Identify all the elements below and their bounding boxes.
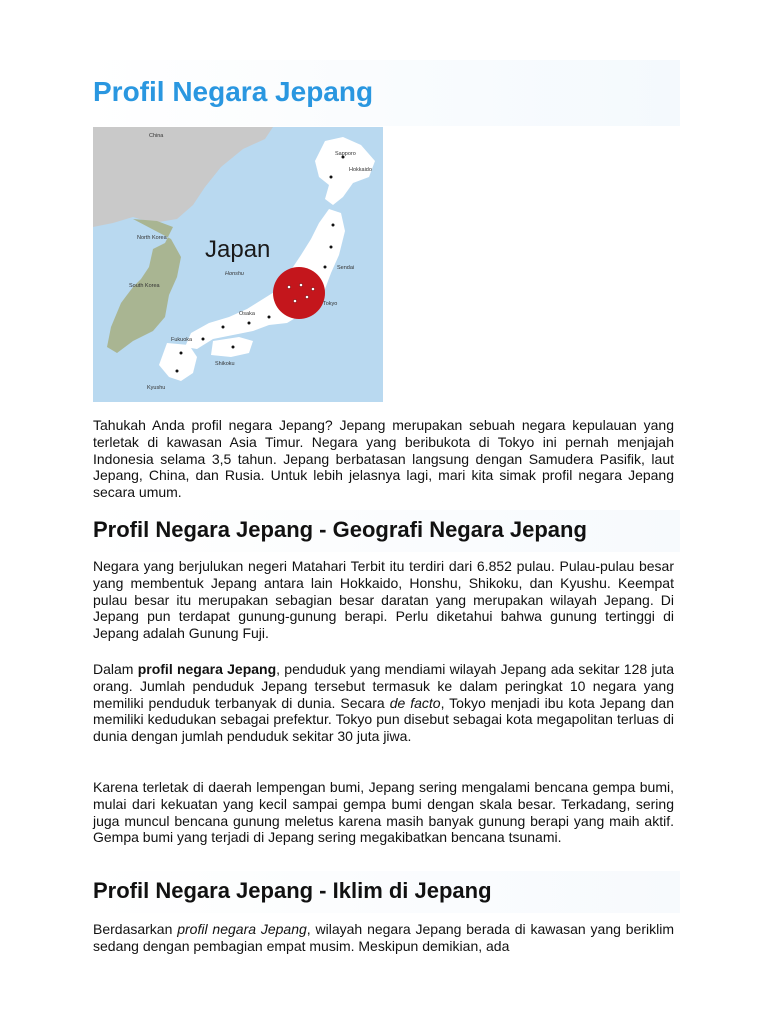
paragraph-text: , Tokyo menjadi ibu kota Jepang dan memiliki kedudukan sebagai prefektur. Tokyo pun disebut sebagai kota megapolitan terluas di dunia dengan jumlah penduduk sekitar 30 juta jiwa.	[93, 694, 674, 745]
map-label-fukuoka: Fukuoka	[171, 337, 193, 343]
geografi-paragraph-3: Karena terletak di daerah lempengan bumi, Jepang sering mengalami bencana gempa bumi, mulai dari kekuatan yang kecil sampai gempa bumi dengan skala besar. Terkadang, sering juga muncul bencana gunung meletus karena masih banyak gunung berapi yang maih aktif. Gempa bumi yang terjadi di Jepang sering megakibatkan bencana tsunami.	[93, 779, 674, 846]
paragraph-text: , wilayah negara Jepang berada di kawasan yang beriklim sedang dengan pembagian empat musim. Meskipun demikian, ada	[93, 921, 674, 954]
japan-map-graphic	[93, 127, 383, 402]
map-title-label: Japan	[205, 236, 271, 263]
geografi-paragraph-1: Negara yang berjulukan negeri Matahari Terbit itu terdiri dari 6.852 pulau. Pulau-pulau besar yang membentuk Jepang antara lain Hokkaido, Honshu, Shikoku, dan Kyushu. Keempat pulau besar itu merupakan sebagian besar daratan yang merupakan wilayah Jepang. Di Jepang pun terdapat gunung-gunung berapi. Perlu diketahui bahwa gunung tertinggi di Jepang adalah Gunung Fuji.	[93, 558, 674, 642]
italic-term: profil negara Jepang	[177, 921, 307, 937]
italic-term: de facto	[389, 694, 441, 711]
map-label-china: China	[149, 133, 164, 139]
map-label-osaka: Osaka	[239, 311, 255, 317]
map-label-kyushu: Kyushu	[147, 385, 166, 391]
tokyo-highlight	[273, 267, 325, 319]
paragraph-text: Dalam	[93, 661, 138, 677]
paragraph-text: Berdasarkan	[93, 921, 178, 937]
map-label-north-korea: North Korea	[137, 235, 167, 241]
intro-paragraph: Tahukah Anda profil negara Jepang? Jepang merupakan sebuah negara kepulauan yang terletak di kawasan Asia Timur. Negara yang beribukota di Tokyo ini pernah menjajah Indonesia selama 3,5 tahun. Jepang berbatasan langsung dengan Samudera Pasifik, laut Jepang, China, dan Rusia. Untuk lebih jelasnya lagi, mari kita simak profil negara Jepang secara umum.	[93, 417, 674, 501]
map-label-shikoku: Shikoku	[215, 361, 235, 367]
map-label-tokyo: Tokyo	[323, 301, 338, 307]
map-label-sendai: Sendai	[337, 265, 355, 271]
map-label-hokkaido: Hokkaido	[349, 167, 372, 173]
paragraph-text: , penduduk yang mendiami wilayah Jepang ada sekitar 128 juta orang. Jumlah penduduk Jepang tersebut termasuk ke dalam peringkat 10 negara yang memiliki penduduk terbanyak di dunia. Secara	[93, 661, 674, 711]
page-title: Profil Negara Jepang	[93, 76, 374, 107]
bold-term: profil negara Jepang	[137, 661, 277, 677]
map-label-honshu: Honshu	[225, 271, 244, 277]
geografi-paragraph-2	[93, 661, 674, 745]
section-heading-iklim: Profil Negara Jepang - Iklim di Jepang	[93, 878, 492, 903]
section-heading-geografi: Profil Negara Jepang - Geografi Negara Jepang	[93, 517, 587, 542]
map-label-sapporo: Sapporo	[335, 151, 356, 157]
map-label-south-korea: South Korea	[129, 283, 160, 289]
iklim-paragraph-1	[93, 921, 674, 955]
japan-map	[93, 127, 383, 402]
